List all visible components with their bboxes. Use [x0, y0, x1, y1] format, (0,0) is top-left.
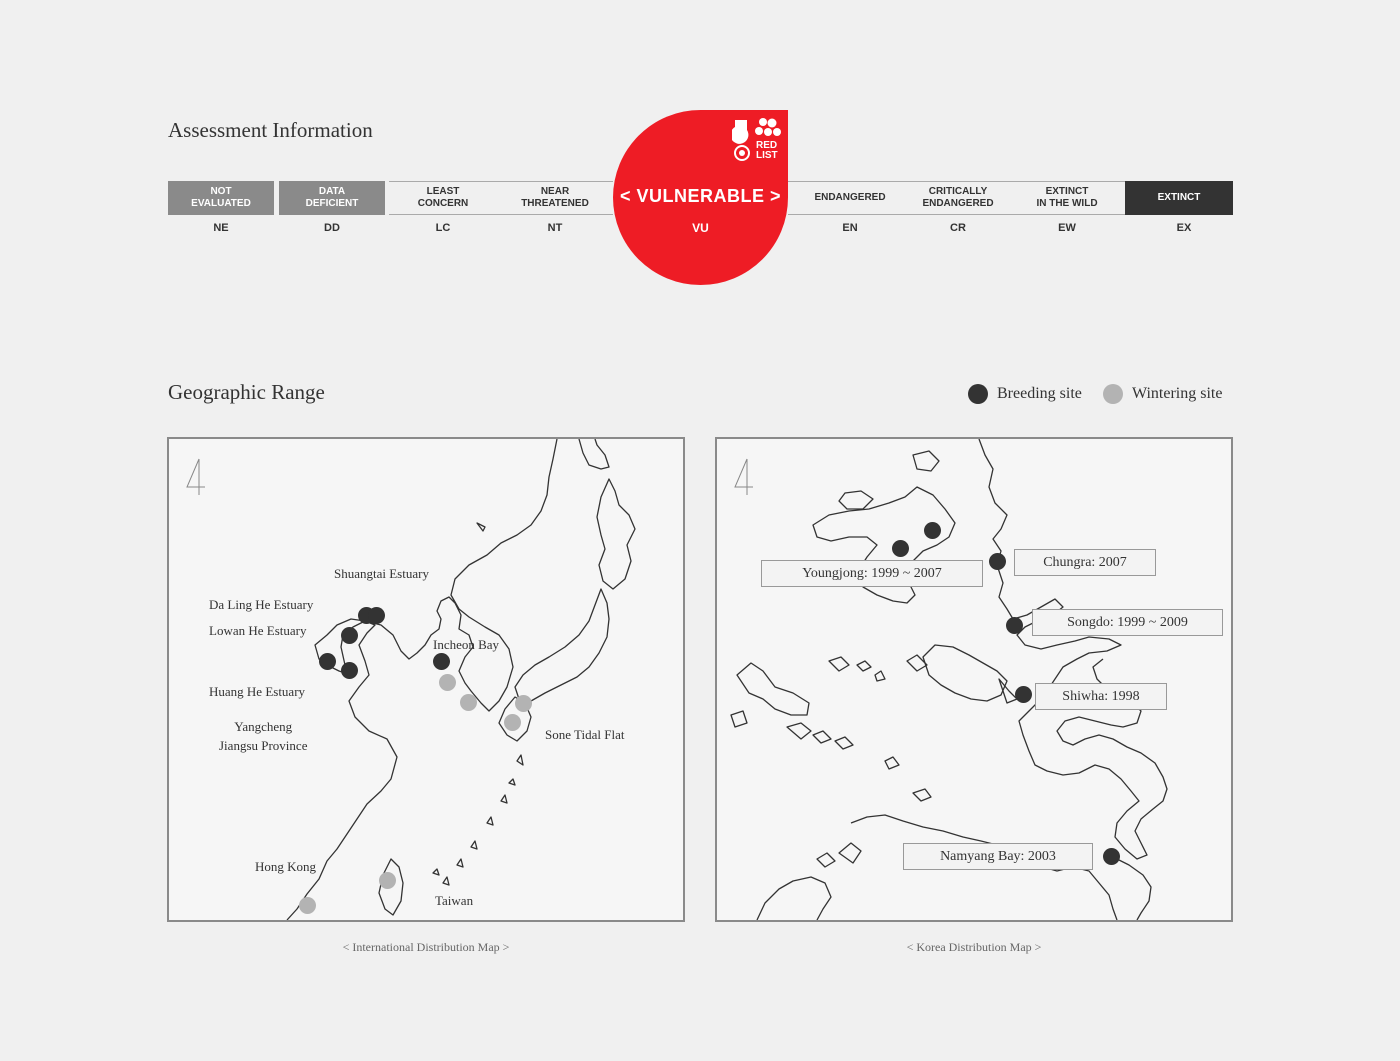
breeding-site-namyang — [1103, 848, 1120, 865]
category-endangered: ENDANGERED — [814, 192, 886, 203]
wintering-site-hongkong — [299, 897, 316, 914]
korea-map — [715, 437, 1233, 922]
international-map-caption: < International Distribution Map > — [342, 940, 510, 954]
breeding-dot-icon — [968, 384, 988, 404]
category-not-evaluated: NOT EVALUATED — [168, 181, 274, 215]
code-lc: LC — [435, 222, 451, 234]
breeding-site-songdo — [1006, 617, 1023, 634]
north-arrow-icon — [733, 457, 755, 497]
label-lowan: Lowan He Estuary — [209, 623, 307, 638]
selected-category-code: VU — [692, 221, 709, 235]
label-huang: Huang He Estuary — [209, 684, 306, 699]
callout-songdo: Songdo: 1999 ~ 2009 — [1032, 609, 1223, 636]
category-extinct: EXTINCT — [1125, 181, 1233, 215]
legend-breeding — [968, 384, 1082, 404]
north-arrow-icon — [185, 457, 207, 497]
label-yangcheng: Yangcheng Jiangsu Province — [219, 719, 308, 753]
label-incheon: Incheon Bay — [433, 637, 500, 652]
wintering-site-korea-west — [439, 674, 456, 691]
callout-shiwha: Shiwha: 1998 — [1035, 683, 1167, 710]
selected-category-label: < VULNERABLE > — [619, 186, 782, 206]
callout-namyang: Namyang Bay: 2003 — [903, 843, 1093, 870]
code-ew: EW — [1058, 222, 1076, 234]
code-ne: NE — [213, 222, 229, 234]
code-nt: NT — [547, 222, 563, 234]
code-ex: EX — [1176, 222, 1192, 234]
breeding-site-daling — [368, 607, 385, 624]
legend-wintering — [1103, 384, 1222, 404]
korea-map-caption: < Korea Distribution Map > — [906, 940, 1042, 954]
range-title: Geographic Range — [168, 380, 325, 404]
breeding-site-lowan — [341, 627, 358, 644]
breeding-site-huang — [319, 653, 336, 670]
label-shuangtai: Shuangtai Estuary — [334, 566, 429, 581]
code-dd: DD — [324, 222, 340, 234]
callout-chungra: Chungra: 2007 — [1014, 549, 1156, 576]
breeding-site-yangcheng — [341, 662, 358, 679]
international-coastline — [169, 439, 683, 920]
label-hongkong: Hong Kong — [255, 859, 317, 874]
category-extinct-in-the-wild: EXTINCT IN THE WILD — [1036, 186, 1098, 209]
label-sone: Sone Tidal Flat — [545, 727, 625, 742]
label-daling: Da Ling He Estuary — [209, 597, 314, 612]
label-taiwan: Taiwan — [435, 893, 474, 908]
legend-breeding-label: Breeding site — [997, 385, 1082, 402]
wintering-site-korea-south — [460, 694, 477, 711]
breeding-site-youngjong-north — [924, 522, 941, 539]
category-near-threatened: NEAR THREATENED — [521, 186, 589, 209]
breeding-site-incheon — [433, 653, 450, 670]
legend-wintering-label: Wintering site — [1132, 385, 1223, 402]
red-list-logo-text: RED LIST — [756, 140, 778, 161]
breeding-site-shiwha — [1015, 686, 1032, 703]
breeding-site-chungra — [989, 553, 1006, 570]
category-least-concern: LEAST CONCERN — [417, 186, 469, 209]
code-en: EN — [842, 222, 858, 234]
assessment-title: Assessment Information — [168, 118, 373, 142]
wintering-site-japan-1 — [515, 695, 532, 712]
wintering-site-taiwan — [379, 872, 396, 889]
category-critically-endangered: CRITICALLY ENDANGERED — [922, 186, 994, 209]
breeding-site-youngjong — [892, 540, 909, 557]
wintering-site-sone — [504, 714, 521, 731]
category-data-deficient: DATA DEFICIENT — [279, 181, 385, 215]
callout-youngjong: Youngjong: 1999 ~ 2007 — [761, 560, 983, 587]
wintering-dot-icon — [1103, 384, 1123, 404]
code-cr: CR — [950, 222, 966, 234]
international-map — [167, 437, 685, 922]
